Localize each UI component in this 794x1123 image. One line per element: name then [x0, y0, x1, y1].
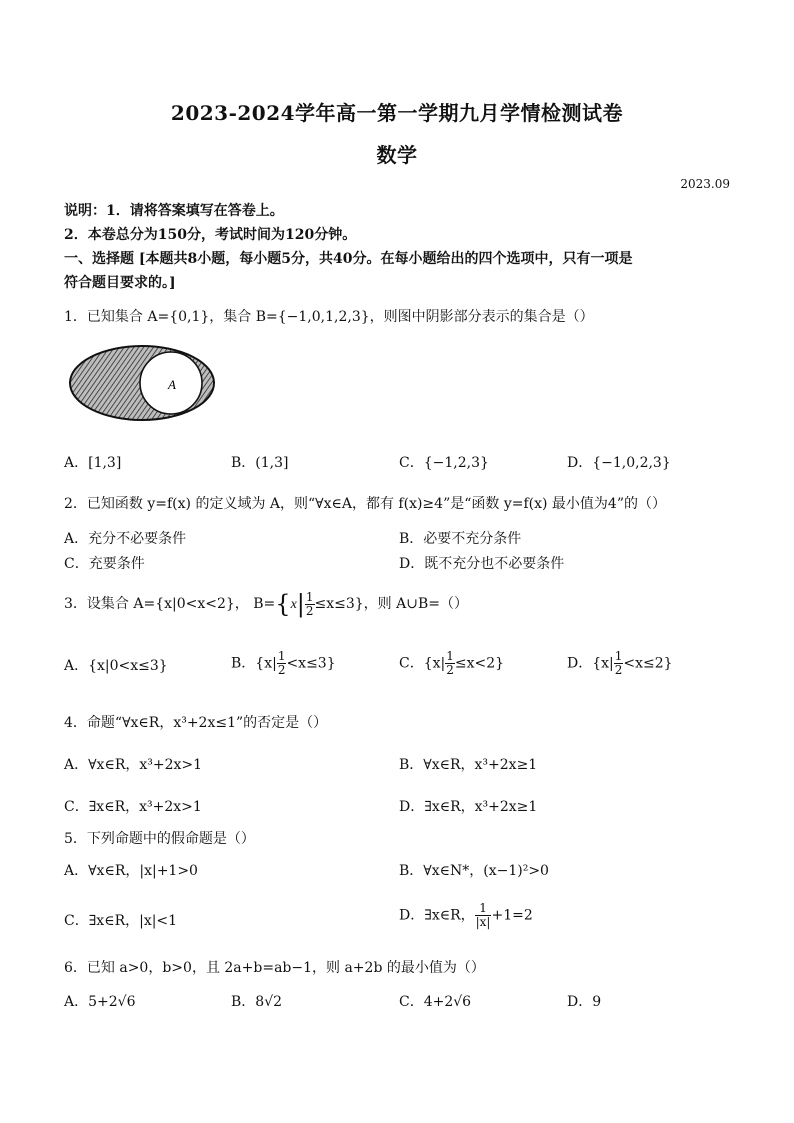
exam-date: 2023.09 — [680, 177, 730, 191]
q2-option-d: D．既不充分也不必要条件 — [399, 556, 565, 572]
q4-option-c: C．∃x∈R，x³+2x>1 — [64, 799, 202, 815]
q1-option-d: D．{−1,0,2,3} — [567, 455, 671, 471]
question-4-stem: 4．命题“∀x∈R，x³+2x≤1”的否定是（） — [64, 715, 328, 731]
q3-option-b: B．{x| $\frac{1}{2}$ <x≤3} — [231, 649, 336, 677]
q3-half-fraction: $\frac{1}{2}$ — [305, 589, 314, 618]
q3-stem-set-a: 3．设集合 A={x|0<x<2}， — [64, 596, 249, 612]
q3-option-a: A．{x|0<x≤3} — [64, 658, 168, 674]
q3-stem-set-b-prefix: B= — [253, 596, 276, 612]
q3-bar: | — [296, 590, 305, 618]
exam-title: 2023-2024学年高一第一学期九月学情检测试卷 — [170, 101, 624, 125]
q5-option-b: B．∀x∈N*，(x−1)²>0 — [399, 863, 549, 879]
q4-option-a: A．∀x∈R，x³+2x>1 — [64, 757, 203, 773]
q5-option-d: D．∃x∈R， $\frac{1}{|x|}$ +1=2 — [399, 901, 533, 929]
q5-d-fraction: $\frac{1}{|x|}$ — [475, 901, 491, 929]
q5-option-a: A．∀x∈R，|x|+1>0 — [64, 863, 198, 879]
q1-option-b: B．(1,3] — [231, 455, 289, 471]
q6-option-a: A．5+2√6 — [64, 994, 136, 1010]
question-1-stem: 1．已知集合 A={0,1}，集合 B={−1,0,1,2,3}，则图中阴影部分表示的集合是（） — [64, 309, 594, 325]
q1-option-c: C．{−1,2,3} — [399, 455, 489, 471]
q2-option-b: B．必要不充分条件 — [399, 531, 522, 547]
q3-option-d: D．{x| $\frac{1}{2}$ <x≤2} — [567, 649, 673, 677]
q3-stem-set-b-suffix: ≤x≤3}，则 A∪B=（） — [314, 596, 468, 612]
q4-option-d: D．∃x∈R，x³+2x≥1 — [399, 799, 538, 815]
q2-option-a: A．充分不必要条件 — [64, 531, 187, 547]
instructions-line-1: 说明：1．请将答案填写在答卷上。 — [64, 203, 284, 219]
q3-brace-left: { — [275, 590, 291, 618]
section-heading-line-1: 一、选择题 [本题共8小题，每小题5分，共40分。在每小题给出的四个选项中，只有一项是 — [64, 251, 633, 267]
question-3-stem: 3．设集合 A={x|0<x<2}， B={x| $\frac{1}{2}$ ≤x≤3}，则 A∪B=（） — [64, 589, 468, 618]
q6-option-c: C．4+2√6 — [399, 994, 472, 1010]
section-heading-line-2: 符合题目要求的。] — [64, 275, 176, 291]
q5-option-c: C．∃x∈R，|x|<1 — [64, 913, 178, 929]
question-2-stem: 2．已知函数 y=f(x) 的定义域为 A，则“∀x∈A，都有 f(x)≥4”是“函数 y=f(x) 最小值为4”的（） — [64, 496, 666, 512]
q4-option-b: B．∀x∈R，x³+2x≥1 — [399, 757, 538, 773]
q6-option-d: D．9 — [567, 994, 602, 1010]
q1-option-a: A．[1,3] — [64, 455, 122, 471]
q2-option-c: C．充要条件 — [64, 556, 145, 572]
instructions-line-2: 2．本卷总分为150分，考试时间为120分钟。 — [64, 227, 357, 243]
q6-option-b: B．8√2 — [231, 994, 283, 1010]
q3-option-c: C．{x| $\frac{1}{2}$ ≤x<2} — [399, 649, 505, 677]
venn-label-a: A — [168, 377, 176, 392]
question-6-stem: 6．已知 a>0，b>0，且 2a+b=ab−1，则 a+2b 的最小值为（） — [64, 960, 485, 976]
question-5-stem: 5．下列命题中的假命题是（） — [64, 831, 255, 847]
venn-diagram — [68, 343, 218, 423]
subject-title: 数学 — [376, 143, 418, 167]
